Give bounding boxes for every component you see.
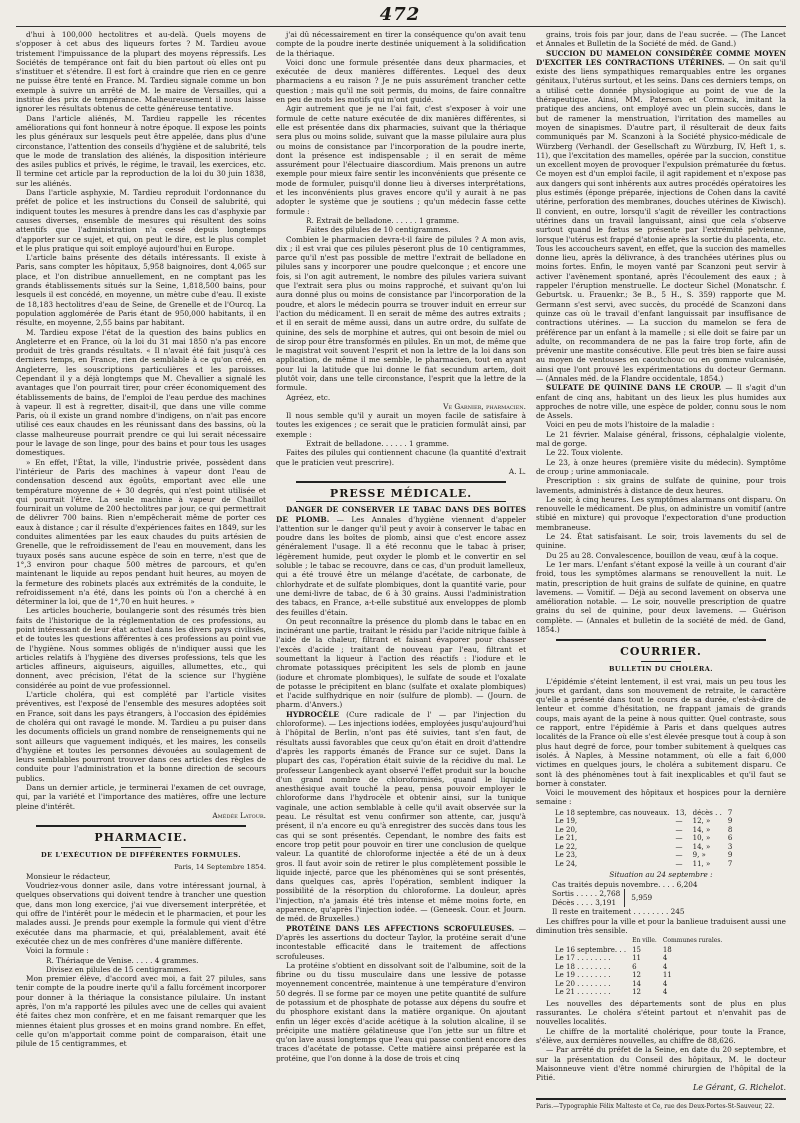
table-cell: Le 16 septembre. . . (555, 945, 627, 954)
section-title-presse: PRESSE MÉDICALE. (329, 487, 473, 501)
formula-line: R. Extrait de belladone. . . . . . 1 gramme. (306, 215, 460, 225)
paragraph: Voici en peu de mots l'histoire de la maladie : (546, 420, 715, 430)
paragraph: M. Tardieu expose l'état de la question des bains publics en Angleterre et en France, où la loi du 31 mai 1850 n'a pas encore produit de très grands résultats. « Il n'avait été fait jusqu'à ces derniers temps, en France, rien de semblable à ce qu'on créé, en Angleterre, les souscriptions particulières et les paroisses. Cependant il y a déjà longtemps que M. Chevallier a signalé les avantages que l'on pourrait tirer, pour créer économiquement des établissements de bains, de l'emploi de l'eau perdue des machines à vapeur. Il est à regretter, disait-il, que dans une ville comme Paris, où il existe un grand nombre d'indigens, on n'ait pas encore utilisé ces eaux chaudes en les réunissant dans des bassins, où la classe malheureuse pourrait prendre ce qui lui serait nécessaire pour le lavage de son linge, pour des bains et pour tous les usages domestiques. (16, 327, 266, 458)
salutation: Monsieur le rédacteur, (26, 871, 111, 881)
paragraph: Faites des pilules qui contiennent chacune (la quantité d'extrait que le praticien veut prescrire). (276, 448, 526, 467)
table-cell: 14, » (692, 825, 711, 834)
formula-line: Faites des pilules de 10 centigrammes. (306, 225, 451, 235)
table-cell: 11 (632, 954, 641, 963)
table-cell: 11, » (692, 859, 711, 868)
table-cell: 6 (727, 834, 733, 843)
article-heading: HYDROCÈLE (286, 709, 339, 719)
paragraph: Prescription : six grains de sulfate de quinine, pour trois lavements, administrés à distance de deux heures. (536, 476, 786, 495)
paragraph: — Les Annales d'hygiène viennent d'appeler l'attention sur le danger qu'il peut y avoir à conserver le tabac en poudre dans les boîtes de plomb, ainsi que c'est encore assez généralement l'usage. Il a été reconnu que le tabac à priser, légèrement humide, peut oxyder le plomb et le convertir en sel soluble ; le tabac se recouvre, dans ce cas, d'un produit lamelleux, qui a été trouvé être un mélange d'acétate, de carbonate, de chlorhydrate et de sulfate plombiques, dont la quantité varie, pour une demi-livre de tabac, de 6 à 30 grains. Aussi l'administration des tabacs, en France, a-t-elle substitué aux enveloppes de plomb des feuilles d'étain. (276, 514, 526, 617)
table-cell: Le 24, (555, 859, 578, 868)
table-row (552, 954, 725, 963)
article-heading: PROTÉINE DANS LES AFFECTIONS SCROFULEUSES. (286, 923, 515, 933)
table-cell: — (675, 851, 683, 860)
gerant-signature: Le Gérant, G. Richelot. (692, 1082, 786, 1092)
table-row (552, 971, 725, 980)
article-heading: BULLETIN DU CHOLÉRA. (608, 665, 714, 674)
paragraph: Le 23, à onze heures (première visite du médecin). Symptôme de croup ; urine ammoniacale. (536, 457, 786, 476)
table-cell: Le 23, (555, 851, 578, 860)
table-cell: 18 (662, 945, 672, 954)
section-title-courrier: COURRIER. (620, 645, 702, 659)
table-cell: 12, » (692, 817, 711, 826)
paragraph: Les articles boucherie, boulangerie sont des résumés très bien faits de l'historique de la réglementation de ces professions, au point intéressant de leur état actuel dans les divers pays civilisés, et de toutes les questions afférentes à ces professions au point vue de l'hygiène. Nous sommes obligés de n'indiquer aussi que les articles relatifs à l'hygiène des diverses professions, tels que les articles affineurs, aiguiseurs, aiguilles, allumettes, etc., qui donnent, avec précision, l'état de la science sur l'hygiène considérée au point de vue professionnel. (16, 606, 266, 690)
formula-line: R. Thériaque de Venise. . . . . 4 grammes. (46, 955, 199, 965)
column-header: En ville. (632, 937, 657, 945)
paragraph: Dans l'article asphyxie, M. Tardieu reproduit l'ordonnance du préfet de police et les instructions du Conseil de salubrité, qui indiquent toutes les mesures à prendre dans les cas d'asphyxie par causes diverses, ensemble de mesures qui résultent des soins attentifs que l'administration n'a cessé depuis longtemps d'apporter sur ce sujet, et qui, on peut le dire, est le plus complet et le plus pratique qui soit employé aujourd'hui en Europe. (16, 188, 266, 253)
paragraph: (Cure radicale de l' — par l'injection du chloroforme). — Les injections iodées, employées jusqu'aujourd'hui à l'hôpital de Berlin, n'ont pas été suivies, tant s'en faut, de résultats aussi favorables que ceux qu'on était en droit d'attendre d'après les rapports émanés de France sur ce sujet. Dans la plupart des cas, l'opération était suivie de la récidive du mal. Le professeur Langenbeck ayant observé l'effet produit sur la bouche d'un grand nombre de chloroformisés, quand le liquide anesthésique avait touché la peau, pensa pouvoir employer le chloroforme dans l'hydrocèle et obtenir ainsi, sur la tunique vaginale, une action semblable à celle qu'il avait observée sur la peau. Le résultat est venu confirmer son attente, car, jusqu'à présent, il n'a encore eu qu'à enregistrer des succès dans tous les cas qui se sont présentés. Cependant, le nombre des faits est encore trop petit pour pouvoir en tirer une conclusion de quelque valeur. La quantité de chloroforme injectée a été de un à deux gros. Il faut avoir soin de retirer le plus complètement possible le liquide injecté, parce que les phénomènes qui se sont présentés, dans quelques cas, après l'opération, semblent indiquer la possibilité de la résorption du chloroforme. La douleur, après l'injection, n'a jamais été très intense et même moins forte, en apparence, qu'après l'injection iodée. — (Geneesk. Cour. et Journ. de méd. de Bruxelles.) (276, 709, 526, 924)
paragraph: Mon premier élève, d'accord avec moi, a fait 27 pilules, sans tenir compte de la poudre inerte qu'il a fallu forcément incorporer pour donner à la thériaque la consistance pilulaire. Un instant après, l'on m'a rapporté les pilules avec une de celles qui avaient été faites chez mon confrère, et en me faisant remarquer que les miennes étaient plus grosses et en moins grand nombre. En effet, celle qu'on m'apportait comme point de comparaison, était une pilule de 15 centigrammes, et (16, 974, 266, 1049)
table-cell: Le 21 . . . . . . . . (555, 988, 611, 997)
table-cell: Le 21, (555, 834, 578, 843)
city-rural-table (552, 937, 725, 997)
paragraph: Le 21 février. Malaise général, frissons, céphalalgie violente, mal de gorge. (536, 429, 786, 449)
table-row (552, 946, 725, 955)
table-cell: Le 18 . . . . . . . . (555, 962, 611, 971)
paragraph: Voudriez-vous donner asile, dans votre intéressant journal, à quelques observations qui doivent tendre à trancher une question que, dans mon long exercice, j'ai vue diversement interprétée, et qui offre de l'intérêt pour le médecin et le pharmacien, et pour les malades aussi. Je prends pour exemple la formule qui vient d'être exécutée dans ma pharmacie, et qui, préalablement, avait été exécutée chez un de mes confrères d'une manière différente. (16, 881, 266, 946)
paragraph: » En effet, l'État, la ville, l'industrie privée, possèdent dans l'intérieur de Paris des machines à vapeur dont l'eau de condensation descend aux égoûts, emportant avec elle une température moyenne de + 30 degrés, qui n'est point utilisée et qui pourrait l'être. La seule machine à vapeur de Chaillot fournirait un volume de 200 hectolitres par jour, ce qui permettrait de délivrer 700 bains. Rien n'empêcherait même de porter ces eaux à distance ; car il résulte d'expériences faites en 1849, sur les conduites alimentées par les eaux chaudes du puits artésien de Grenelle, que le refroidissement de l'eau en mouvement, dans les tuyaux posés sans aucune espèce de soin en terre, n'est que de 1°,3 environ pour chaque 500 mètres de parcours, et qu'en maintenant le liquide au repos pendant huit heures, au moyen de la fermeture des robinets placés aux extrémités de la conduite, le refroidissement n'a été, dans les points où l'on a cherché à en déterminer la loi, que de 1°,70 en huit heures. » (16, 457, 266, 607)
table-cell: 13, (675, 808, 687, 817)
divider (641, 661, 681, 662)
paragraph: On peut reconnaître la présence du plomb dans le tabac en en incinérant une partie, traitant le résidu par l'acide nitrique faible à l'aide de la chaleur, filtrant et faisant évaporer pour chasser l'excès d'acide ; traitant de nouveau par l'eau, filtrant et soumettant la liqueur à l'action des réactifs : l'iodure et le chromate potassiques précipitent les sels de plomb en jaune (iodure et chromate plombiques), le sulfate de soude et l'oxalate de potasse le précipitent en blanc (sulfate et oxalate plombiques) et l'acide sulfhydrique en noir (sulfure de plomb). — (Journ. de pharm. d'Anvers.) (276, 616, 526, 710)
table-cell: 4 (662, 962, 668, 971)
table-row (552, 843, 735, 852)
author-signature: A. L. (508, 466, 526, 476)
stat-line: Sortis . . . . . 2,768 (552, 888, 621, 898)
table-row (552, 980, 725, 989)
formula-line: Divisez en pilules de 15 centigrammes. (46, 964, 191, 974)
table-cell: 9, » (692, 851, 706, 860)
formula-line: Extrait de belladone. . . . . . 1 gramme. (306, 439, 449, 449)
paragraph: L'article bains présente des détails intéressants. Il existe à Paris, sans compter les hôpitaux, 5,958 baignoires, dont 4,065 sur place, et l'on distribue annuellement, en ne comptant pas les grands établissements situés sur la Seine, 1,818,500 bains, pour lesquels il est concédé, en moyenne, un mètre cube d'eau. Il existe de 18,183 hectolitres d'eau de Seine, de Grenelle et de l'Ourcq. La population agglomérée de Paris étant de 950,000 habitants, il en résulte, en moyenne, 2,55 bains par habitant. (16, 253, 266, 328)
table-cell: 4 (662, 988, 668, 997)
header-rule (16, 26, 786, 27)
paragraph: grains, trois fois par jour, dans de l'eau sucrée. — (The Lancet et Annales et Bulletin de la Société de méd. de Gand.) (536, 30, 786, 49)
table-cell: 11 (662, 971, 672, 980)
table-row (552, 826, 735, 835)
paragraph: — Par arrêté du préfet de la Seine, en date du 20 septembre, et sur la présentation du Conseil des hôpitaux, M. le docteur Maisonneuve vient d'être nommé chirurgien de l'hôpital de la Pitié. (536, 1045, 786, 1083)
paragraph: — Il s'agit d'un enfant de cinq ans, habitant un des lieux les plus humides aux approches de notre ville, une espèce de polder, connu sous le nom de Assels. (536, 383, 786, 421)
table-cell: 14, » (692, 842, 711, 851)
paragraph: L'article choléra, qui est complété par l'article visites préventives, est l'exposé de l'ensemble des mesures adoptées soit en France, soit dans les pays étrangers, à l'occasion des épidémies de choléra qui ont ravagé le monde. M. Tardieu a pu puiser dans les documents officiels un grand nombre de renseignements qui ne sont ailleurs que vaguement indiqués, et les maires, les conseils d'hygiène et toutes les personnes dévouées au soulagement de leurs semblables pourront trouver dans ces articles des règles de conduite pour l'administration et la bonne direction de secours publics. (16, 690, 266, 783)
paragraph: Du 25 au 28. Convalescence, bouillon de veau, œuf à la coque. (546, 550, 779, 560)
section-rule (296, 481, 506, 483)
paragraph: Combien le pharmacien devra-t-il faire de pilules ? A mon avis, dix ; il est vrai que ces pilules pèseront plus de 10 centigrammes, parce qu'il n'est pas possible de mettre l'extrait de belladone en pilules sans y incorporer une poudre quelconque ; et encore une fois, si l'on agit autrement, le nombre des pilules variera suivant que l'extrait sera plus ou moins rapproché, et suivant qu'on lui aura donné plus ou moins de consistance par l'incorporation de la poudre, et alors le médecin pourra se trouver induit en erreur sur l'action du médicament. Il en serait de même des autres extraits ; et il en serait de même aussi, dans un autre ordre, du sulfate de quinine, des sels de morphine et autres, qui ont besoin de miel ou de sirop pour être transformés en pilules. En un mot, de même que le magistrat voit souvent l'esprit et non la lettre de la loi dans son application, de même il me semble, le pharmacien, tout en ayant pour lui la latitude que lui donne le fiat secundum artem, doit plutôt voir, dans une telle circonstance, l'esprit que la lettre de la formule. (276, 234, 526, 393)
divider (121, 847, 161, 848)
paragraph: d'hui à 100,000 hectolitres et au-delà. Quels moyens de s'opposer à cet abus des liqueurs fortes ? M. Tardieu avoue tristement l'impuissance de la plupart des moyens répressifs. Les Sociétés de tempérance ont fait du bien partout où elles ont pu s'instituer et s'étendre. Il est fort à craindre que rien en ce genre ne puisse être tenté en France. M. Tardieu signale comme un bon exemple à suivre un arrêté de M. le maire de Versailles, qui a institué des prix de tempérance. Malheureusement il nous laisse ignorer les résultats obtenus de cette généreuse tentative. (16, 30, 266, 114)
table-cell: Le 17 . . . . . . . . (555, 954, 611, 963)
table-cell: 9 (727, 851, 733, 860)
paragraph: Il nous semble qu'il y aurait un moyen facile de satisfaire à toutes les exigences ; ce serait que le praticien formulât ainsi, par exemple : (276, 411, 526, 439)
columns (16, 30, 788, 1110)
section-rule (36, 825, 246, 827)
table-cell: 10, » (692, 834, 711, 843)
table-cell: 7 (727, 859, 733, 868)
paragraph: j'ai dû nécessairement en tirer la conséquence qu'on avait tenu compte de la poudre inerte destinée uniquement à la solidification de la thériaque. (276, 30, 526, 58)
paragraph: Agréez, etc. (286, 392, 331, 402)
situation-heading: Situation au 24 septembre : (609, 870, 713, 880)
column-2 (276, 30, 526, 1105)
table-cell: 9 (727, 817, 733, 826)
table-cell: Le 18 septembre, cas nouveaux. (555, 808, 670, 817)
table-cell: 7 (727, 808, 733, 817)
table-cell: Le 20 . . . . . . . . (555, 979, 611, 988)
stat-line: Cas traités depuis novembre. . . . 6,204 (552, 879, 698, 889)
table-cell: — (675, 825, 683, 834)
stat-group (536, 889, 786, 908)
paragraph: Agir autrement que je ne l'ai fait, c'est s'exposer à voir une formule de cette nature exécutée de dix manières différentes, si elle est présentée dans dix pharmacies, suivant que la thériaque sera plus ou moins solide, suivant que la masse pilulaire aura plus ou moins de consistance par l'incorporation de la poudre inerte, dont la présence est indispensable ; il en serait de même assurément pour l'électuaire diascordium. Mais prenons un autre exemple pour mieux faire sentir les inconvénients que présente ce mode de formuler, puisqu'il donne lieu à diverses interprétations, et les inconvénients plus graves encore qu'il y aurait à ne pas adopter le système que je soutiens ; qu'un médecin fasse cette formule : (276, 104, 526, 216)
paragraph: Les nouvelles des départements sont de plus en plus rassurantes. Le choléra s'éteint partout et n'envahit pas de nouvelles localités. (536, 998, 786, 1027)
table-cell: 3 (727, 842, 733, 851)
paragraph: Le 24. État satisfaisant. Le soir, trois lavements du sel de quinine. (536, 532, 786, 551)
stat-total: 5,959 (631, 893, 653, 903)
paragraph: Les chiffres pour la ville et pour la banlieue traduisent aussi une diminution très sensible. (536, 916, 786, 936)
article-heading: SUCCION DU MAMELON CONSIDÉRÉE COMME MOYEN D'EXCITER LES CONTRACTIONS UTÉRINES. (536, 48, 786, 67)
table-cell: Le 19 . . . . . . . . (555, 971, 611, 980)
paragraph: Le chiffre de la mortalité cholérique, pour toute la France, s'élève, aux dernières nouvelles, au chiffre de 88,626. (536, 1026, 786, 1046)
table-cell: 8 (727, 825, 733, 834)
table-cell: 6 (632, 962, 637, 971)
paragraph: Le 22. Toux violente. (546, 448, 624, 458)
table-cell: — (675, 842, 683, 851)
article-heading: DANGER DE CONSERVER LE TABAC DANS DES BOITES DE PLOMB. (276, 505, 526, 524)
table-row (552, 860, 735, 869)
table-cell: décès . . (692, 808, 722, 817)
table-cell: Le 22, (555, 842, 578, 851)
printer-line: Paris.—Typographie Félix Malteste et Ce, rue des Deux-Portes-St-Sauveur, 22. (536, 1102, 775, 1110)
table-cell: 14 (632, 979, 641, 988)
paragraph: — D'après les assertions du docteur Taylor, la protéine serait d'une incontestable efficacité dans le traitement de affections scrofuleuses. (276, 923, 526, 961)
table-cell: 4 (662, 979, 668, 988)
paragraph: Voici la formule : (26, 946, 89, 956)
table-cell: Le 20, (555, 825, 578, 834)
table-cell: — (675, 834, 683, 843)
paragraph: Le 1er mars. L'enfant s'étant exposé la veille à un courant d'air froid, tous les symptômes alarmans se renouvellent la nuit. Le matin, prescription de huit grains de sulfate de quinine, en quatre lavemens. — Vomitif. — Déjà au second lavement on observa une amélioration notable. — Le soir, nouvelle prescription de quatre grains du sel de quinine, pour deux lavemens. — Guérison complète. — (Annales et bulletin de la société de méd. de Gand, 1854.) (536, 559, 786, 634)
paragraph: L'épidémie s'éteint lentement, il est vrai, mais un peu tous les jours et gardant, dans son mouvement de retraite, le caractère qu'elle a présenté dans tout le cours de sa durée, c'est-à-dire de lenteur et comme d'hésitation, ne frappant jamais de grands coups, mais ayant de la peine à nous quitter. Quel contraste, sous ce rapport, entre l'épidémie à Paris et dans quelques autres localités de la France où elle s'est élevée presque tout à coup à son plus haut degré de force, pour tomber subitement à quelques cas isolés. À Naples, à Messine notamment, où elle a fait 6,000 victimes en quelques jours, le choléra a subitement disparu. Ce sont là des phénomènes tout à fait inexplicables et qu'il faut se borner à constater. (536, 676, 786, 788)
column-header: Communes rurales. (662, 937, 723, 945)
table-row (552, 963, 725, 972)
table-cell: Le 19, (555, 817, 578, 826)
paragraph: Le soir, à cinq heures. Les symptômes alarmans ont disparu. On renouvelle le médicament. De plus, on administre un vomitif (antre stibié en mixture) qui provoque l'expectoration d'une production membraneuse. (536, 494, 786, 532)
section-title-pharmacie: PHARMACIE. (94, 831, 188, 845)
paragraph: — On sait qu'il existe des liens sympathiques remarquables entre les organes génitaux, l'utérus surtout, et les seins. Dans ces derniers temps, on a utilisé cette donnée physiologique au point de vue de la thérapeutique. Ainsi, MM. Paterson et Cormack, imitant la pratique des anciens, ont employé avec un plein succès, dans le but de ramener la menstruation, l'irritation des mamelles au moyen de sinapismes. D'autre part, il résulterait de deux faits communiqués par M. Scanzoni à la Société physico-médicale de Würzberg (Verhandl. der Gesellschaft zu Würzburg, IV, Heft 1, s. 11), que l'excitation des mamelles, opérée par la succion, constitue un excellent moyen de provoquer l'expulsion prématurée du fœtus. Ce moyen est d'un emploi facile, il agit rapidement et n'expose pas aux dangers qui sont inhérents aux autres procédés opératoires les plus estimés (éponge préparée, injections de Cohen dans la cavité utérine, perforation des membranes, douches utérines de Kiwisch). Il convient, en outre, lorsqu'il s'agit de réveiller les contractions utérines dans un travail languissant, ainsi que cela s'observe surtout quand le fœtus se présente par l'extrémité pelvienne, lorsque l'utérus est frappé d'atonie après la sortie du placenta, etc. Tous les accoucheurs savent, en effet, que la succion des mamelles donne lieu, après la délivrance, à des tranchées utérines plus ou moins fortes. Enfin, le moyen vanté par Scanzoni peut servir à activer l'avènement spontané, après l'écoulement des eaux ; à rappeler l'éruption menstruelle. Le docteur Sichel (Monatschr. f. Geburtsk. u. Frauenkr.; 3e B., 5 H., S. 359) rapporte que M. Germann s'est servi, avec succès, du procédé de Scanzoni dans quinze cas où le travail d'enfant languissait par insuffisance de contractions utérines. — La succion du mamelon se fera de préférence par un enfant à la mamelle ; si elle doit se faire par un adulte, on recommandera de ne pas la faire trop forte, afin de prévenir une mastite consécutive. Elle peut très bien se faire aussi au moyen de ventouses en caoutchouc ou en gomme vulcanisée, ainsi que l'ont prouvé les expérimentations du docteur Germann. — (Annales méd. de la Flandre occidentale, 1854.) (536, 57, 786, 383)
table-cell: 12 (632, 988, 641, 997)
table-cell: 12 (632, 971, 641, 980)
table-cell: 15 (632, 945, 641, 954)
table-row (552, 851, 735, 860)
table-cell: 4 (662, 954, 668, 963)
article-heading: DE L'EXÉCUTION DE DIFFÉRENTES FORMULES. (40, 851, 241, 860)
footer-rule (536, 1098, 786, 1100)
hospital-table (552, 809, 735, 869)
article-heading: SULFATE DE QUININE DANS LE CROUP. (546, 383, 722, 393)
table-row (552, 809, 735, 818)
stat-line: Décès . . . . 3,191 (552, 898, 617, 908)
table-row (552, 817, 735, 826)
column-1 (16, 30, 266, 1105)
table-cell: — (675, 817, 683, 826)
paragraph: Dans l'article aliénés, M. Tardieu rappelle les récentes améliorations qui font honneur à notre époque. Il expose les points les plus généraux sur lesquels peut être appelée, dans plus d'une circonstance, l'attention des conseils d'hygiène et de salubrité, tels que le mode de translation des aliénés, la disposition intérieure des asiles publics et privés, le régime, le travail, les exercices, etc. Il termine cet article par la reproduction de la loi du 30 juin 1838, sur les aliénés. (16, 113, 266, 188)
stat-line: Il reste en traitement . . . . . . . . 245 (552, 907, 685, 917)
table-row (552, 834, 735, 843)
paragraph: Dans un dernier article, je terminerai l'examen de cet ouvrage, qui, par la variété et l'importance des matières, offre une lecture pleine d'intérêt. (16, 783, 266, 811)
section-rule (556, 639, 766, 641)
author-signature: Amédée Latour. (212, 810, 266, 820)
paragraph: La protéine s'obtient en dissolvant soit de l'albumine, soit de la fibrine ou du tissu musculaire dans une lessive de potasse moyennement concentrée, maintenue à une température d'environ 50 degrés. Il se forme par ce moyen une petite quantité de sulfure de potassium et de phosphate de potasse aux dépens du soufre et du phosphore existant dans la matière organique. On ajoutant enfin un léger excès d'acide acétique à la solution alcaline, il se précipite une matière gélatineuse que l'on jette sur un filtre et qu'on lave aussi longtemps que l'eau qui passe contient encore des traces d'acétate de potasse. Cette matière ainsi préparée est la protéine, que l'on donne à la dose de trois et cinq (276, 960, 526, 1063)
table-cell: — (675, 859, 683, 868)
author-signature: Ve Garnier, pharmacien. (443, 401, 526, 411)
table-row (552, 988, 725, 997)
paragraph: Voici le mouvement des hôpitaux et hospices pour la dernière semaine : (536, 788, 786, 807)
page-number: 472 (379, 4, 421, 25)
dateline: Paris, 14 Septembre 1854. (174, 862, 266, 871)
column-3 (536, 30, 786, 1110)
paragraph: Voici donc une formule présentée dans deux pharmacies, et exécutée de deux manières différentes. Lequel des deux pharmaciens a eu raison ? Je ne puis assurément trancher cette question ; mais qu'il me soit permis, du moins, de faire connaître en peu de mots les motifs qui m'ont guidé. (276, 57, 526, 105)
divider (296, 501, 506, 502)
